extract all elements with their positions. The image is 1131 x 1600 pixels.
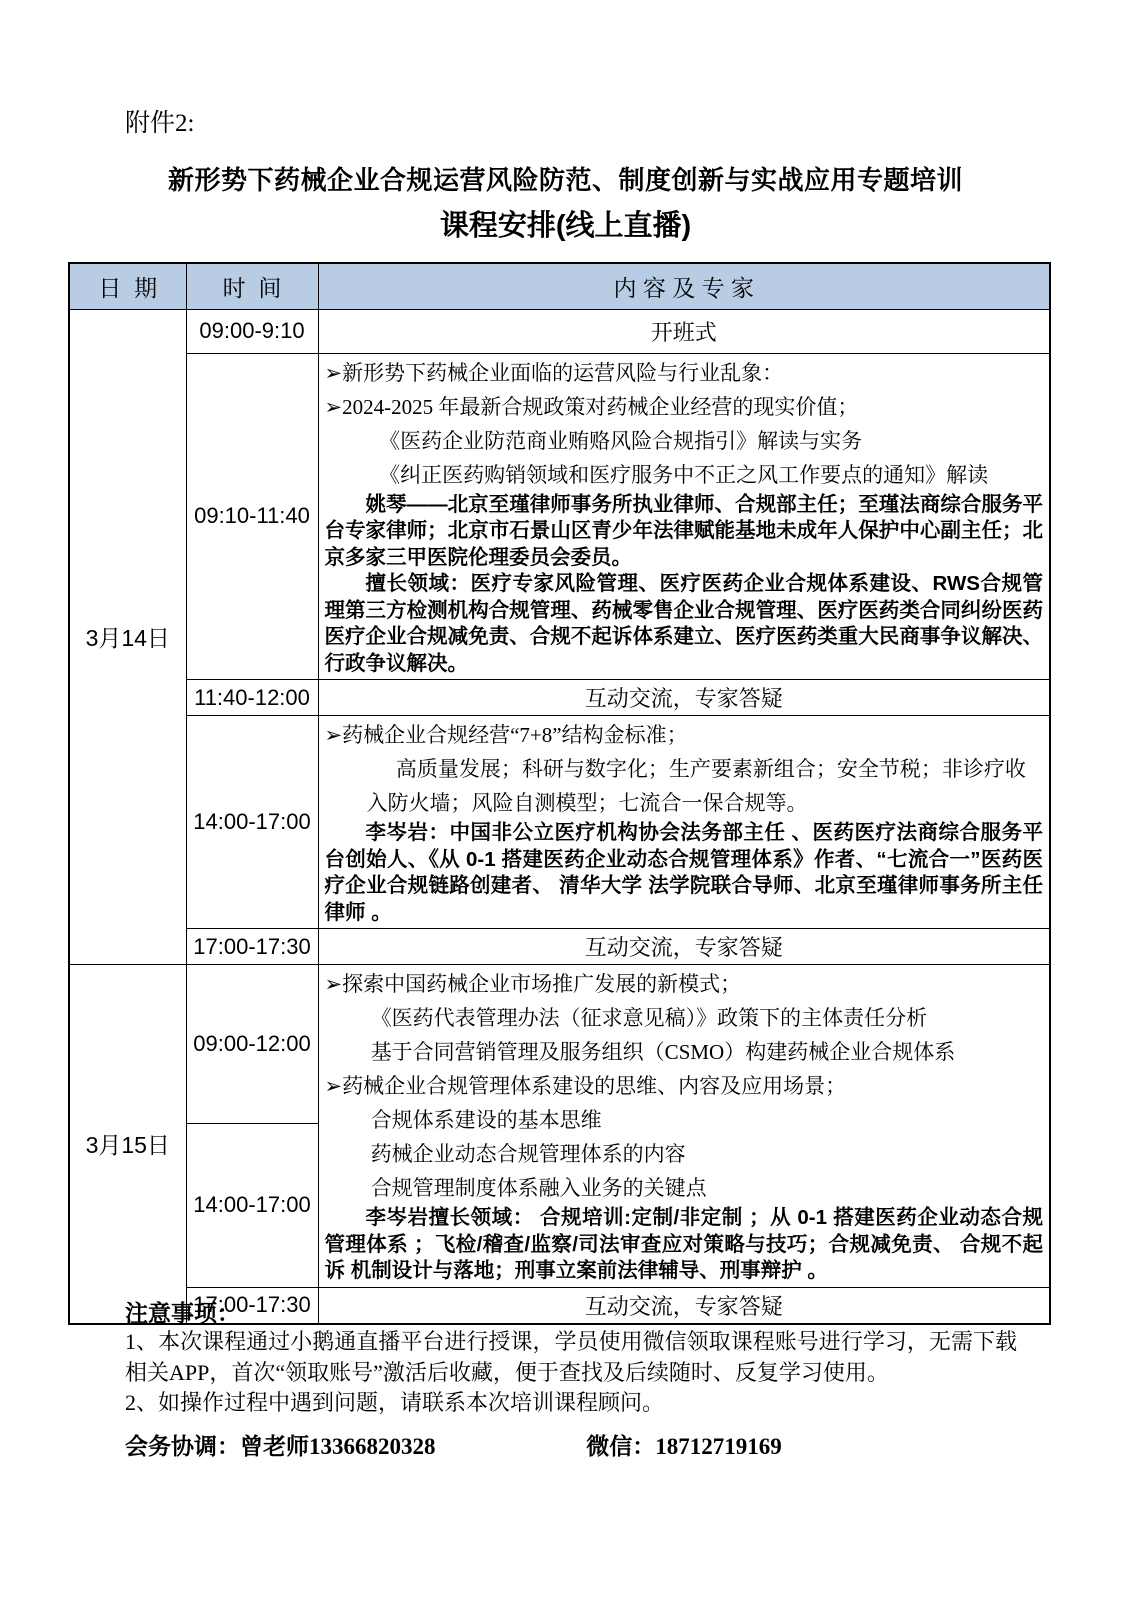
notes-section [125,1300,1017,1419]
note-item: 2、如操作过程中遇到问题，请联系本次培训课程顾问。 [125,1390,665,1415]
note-item: 1、本次课程通过小鹅通直播平台进行授课，学员使用微信领取课程账号进行学习，无需下载相关APP，首次“领取账号”激活后收藏，便于查找及后续随时、反复学习使用。 [125,1329,1017,1385]
content-cell: 互动交流，专家答疑 [318,1287,1050,1324]
session-line: ➢探索中国药械企业市场推广发展的新模式； [324,972,742,996]
time-cell: 14:00-17:00 [186,716,318,929]
session-line: ➢新形势下药械企业面临的运营风险与行业乱象： [324,360,784,385]
table-row [69,309,1050,353]
table-row [69,965,1050,1124]
session-line: 药械企业动态合规管理体系的内容 [370,1142,686,1166]
notes-title: 注意事项： [125,1301,240,1326]
content-cell: 开班式 [318,309,1050,353]
table-row [69,353,1050,680]
time-cell: 09:00-9:10 [186,309,318,353]
contact-wechat: 微信：18712719169 [586,1434,782,1459]
date-cell-day1: 3月14日 [69,309,186,965]
header-time: 时 间 [186,263,318,309]
content-cell [318,353,1050,680]
contact-coordinator: 会务协调：曾老师13366820328 [125,1434,436,1459]
speaker-bio: 姚琴——北京至瑾律师事务所执业律师、合规部主任；至瑾法商综合服务平台专家律师；北京市石景山区青少年法律赋能基地未成年人保护中心副主任；北京多家三甲医院伦理委员会委员。 [324,492,1043,569]
table-row [69,716,1050,929]
header-content: 内 容 及 专 家 [318,263,1050,309]
table-row [69,680,1050,716]
content-cell [318,716,1050,929]
time-cell: 17:00-17:30 [186,929,318,965]
session-line: 合规体系建设的基本思维 [370,1108,602,1132]
time-cell: 09:10-11:40 [186,353,318,680]
date-cell-day2: 3月15日 [69,965,186,1324]
time-cell: 09:00-12:00 [186,965,318,1124]
session-line: 高质量发展；科研与数字化；生产要素新组合；安全节税；非诊疗收入防火墙；风险自测模型；七流合一保合规等。 [366,757,1026,815]
session-line: ➢药械企业合规管理体系建设的思维、内容及应用场景； [324,1074,847,1098]
speaker-bio: 李岑岩：中国非公立医疗机构协会法务部主任 、医药医疗法商综合服务平台创始人、《从 0-1 搭建医药企业动态合规管理体系》作者、“七流合一”医药医疗企业合规链路创建者、 清华大学 法学院联合导师、北京至瑾律师事务所主任律师 。 [324,821,1043,924]
attachment-label: 附件2: [125,110,195,137]
schedule-table [68,262,1051,1325]
session-line: 《医药代表管理办法（征求意见稿）》政策下的主体责任分析 [370,1006,928,1030]
contact-line [125,1428,782,1461]
table-header-row [69,263,1050,309]
session-line: ➢2024-2025 年最新合规政策对药械企业经营的现实价值； [324,394,859,419]
time-cell: 11:40-12:00 [186,680,318,716]
session-line: ➢药械企业合规经营“7+8”结构金标准； [324,723,688,747]
session-line: 《纠正医药购销领域和医疗服务中不正之风工作要点的通知》解读 [379,462,989,487]
header-date: 日 期 [69,263,186,309]
content-cell: 互动交流，专家答疑 [318,929,1050,965]
document-title-line1: 新形势下药械企业合规运营风险防范、制度创新与实战应用专题培训 [167,165,963,195]
content-cell: 互动交流，专家答疑 [318,680,1050,716]
document-title-line2: 课程安排(线上直播) [439,210,692,242]
session-line: 合规管理制度体系融入业务的关键点 [370,1176,707,1200]
table-row [69,929,1050,965]
time-cell: 14:00-17:00 [186,1124,318,1287]
time-cell: 17:00-17:30 [186,1287,318,1324]
speaker-expertise: 擅长领域：医疗专家风险管理、医疗医药企业合规体系建设、RWS合规管理第三方检测机构合规管理、药械零售企业合规管理、医疗医药类合同纠纷医药医疗企业合规减免责、合规不起诉体系建立、医疗医药类重大民商事争议解决、行政争议解决。 [324,572,1043,675]
session-line: 基于合同营销管理及服务组织（CSMO）构建药械企业合规体系 [370,1040,956,1064]
speaker-expertise: 李岑岩擅长领域： 合规培训:定制/非定制 ；从 0-1 搭建医药企业动态合规管理体系 ；飞检/稽查/监察/司法审查应对策略与技巧；合规减免责、 合规不起诉 机制设计与落地；刑事立案前法律辅导、刑事辩护 。 [324,1206,1043,1282]
session-line: 《医药企业防范商业贿赂风险合规指引》解读与实务 [379,428,863,453]
content-cell [318,965,1050,1288]
